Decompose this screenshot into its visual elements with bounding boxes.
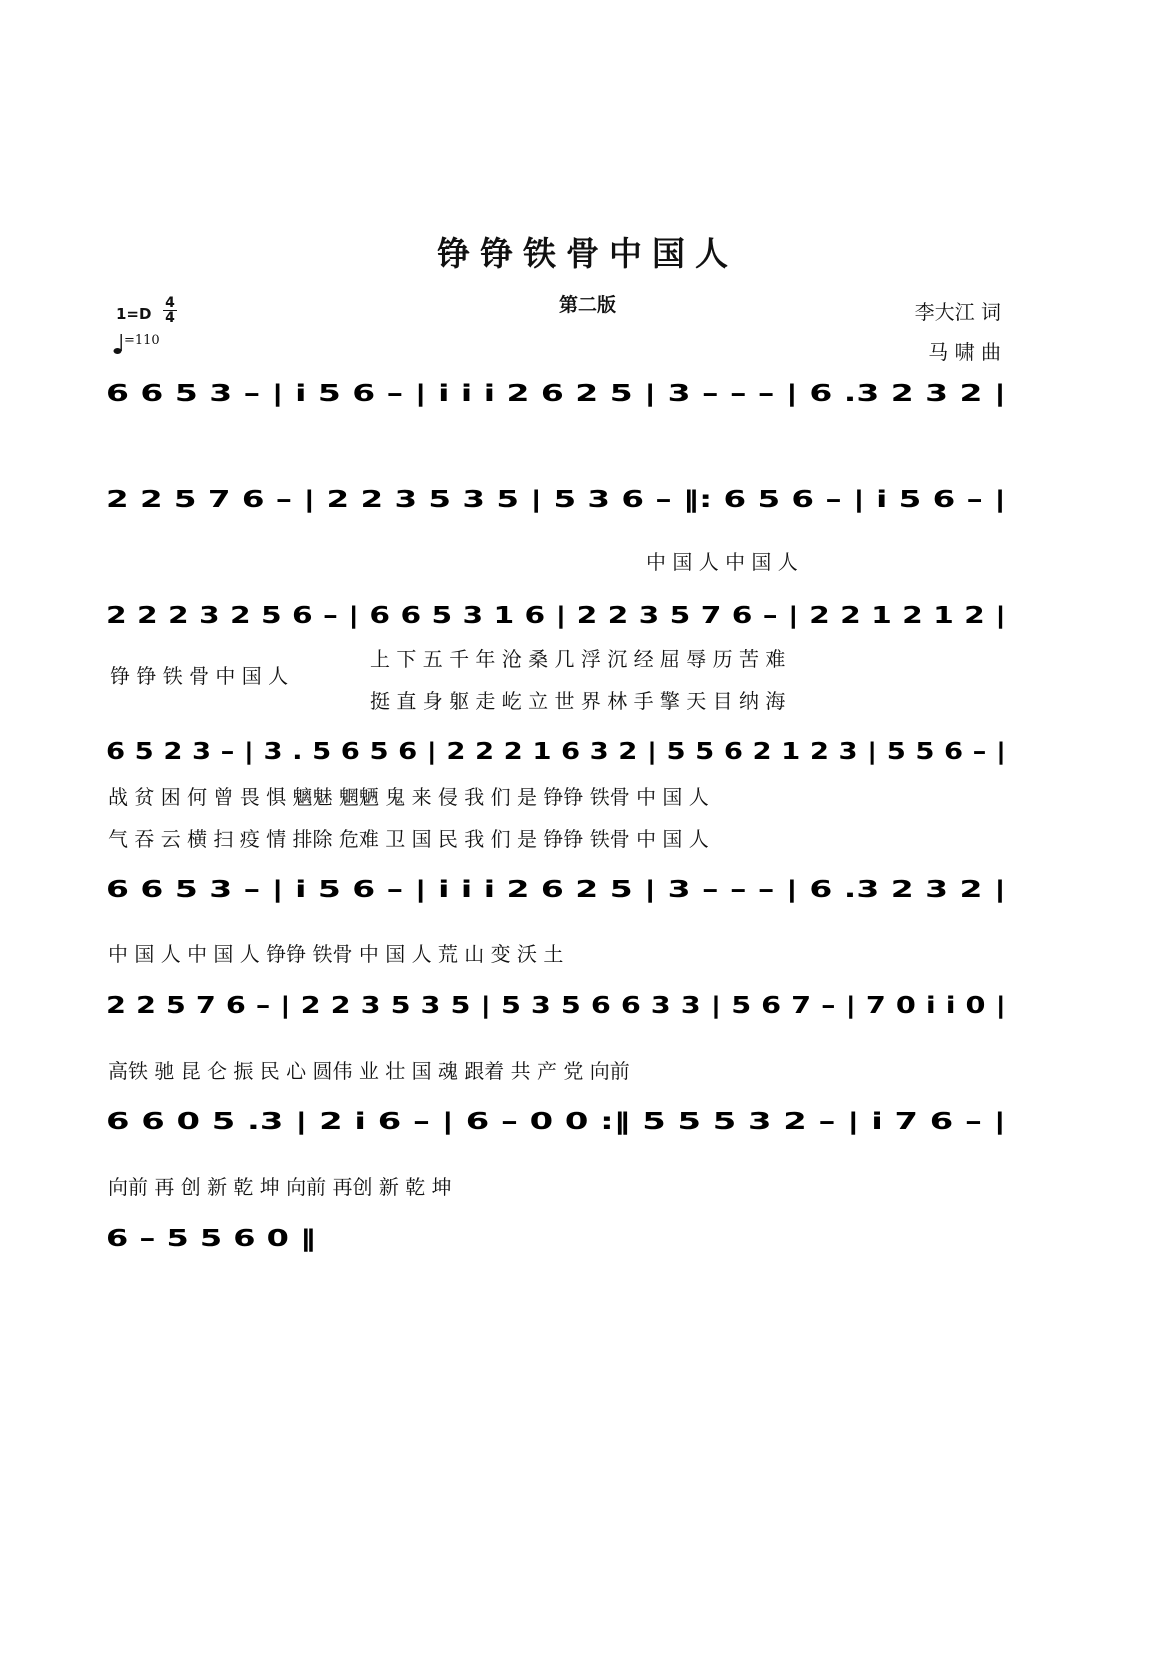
- key-signature: 1=D: [116, 305, 152, 323]
- notation-row: [106, 375, 1006, 419]
- notation-row: [106, 1220, 316, 1264]
- notation-row: [106, 597, 1006, 641]
- notation-text: 6 6 5 3 – | i 5 6 – | i i i 2 6 2 5 | 3 – – – | 6 .3 2 3 2 |: [106, 381, 1006, 407]
- tempo-marking: =110: [124, 333, 160, 348]
- notation-text: 6 6 5 3 – | i 5 6 – | i i i 2 6 2 5 | 3 – – – | 6 .3 2 3 2 |: [106, 877, 1006, 903]
- composer-credit: 马 啸 曲: [928, 340, 1001, 364]
- lyric-line: 向前 再 创 新 乾 坤 向前 再创 新 乾 坤: [108, 1175, 452, 1199]
- notation-row: [106, 1103, 1006, 1147]
- quarter-note-icon: [113, 333, 123, 355]
- lyric-line: 中 国 人 中 国 人: [646, 550, 798, 574]
- notation-text: 6 – 5 5 6 0 ‖: [106, 1226, 316, 1252]
- song-subtitle: 第二版: [558, 294, 616, 316]
- notation-text: 2 2 5 7 6 – | 2 2 3 5 3 5 | 5 3 5 6 6 3 3 | 5 6 7 – | 7 0 i i 0 |: [106, 993, 1006, 1019]
- lyric-line: 中 国 人 中 国 人 铮铮 铁骨 中 国 人 荒 山 变 沃 土: [108, 942, 564, 966]
- notation-row: [106, 987, 1006, 1031]
- lyricist-credit: 李大江 词: [914, 300, 1001, 324]
- time-signature-top: 4: [165, 295, 175, 311]
- song-title: 铮铮铁骨中国人: [437, 234, 738, 273]
- time-signature-bottom: 4: [165, 310, 175, 326]
- notation-text: 6 5 2 3 – | 3 . 5 6 5 6 | 2 2 2 1 6 3 2 | 5 5 6 2 1 2 3 | 5 5 6 – |: [106, 739, 1006, 765]
- lyric-line: 上 下 五 千 年 沧 桑 几 浮 沉 经 屈 辱 历 苦 难: [370, 647, 786, 671]
- lyric-line: 气 吞 云 横 扫 疫 情 排除 危难 卫 国 民 我 们 是 铮铮 铁骨 中 国 人: [108, 827, 709, 851]
- notation-text: 6 6 0 5 .3 | 2 i 6 – | 6 – 0 0 :‖ 5 5 5 3 2 – | i 7 6 – |: [106, 1109, 1006, 1135]
- notation-row: [106, 871, 1006, 915]
- notation-row: [106, 733, 1006, 777]
- notation-row: [106, 481, 1006, 525]
- time-signature: [162, 296, 178, 325]
- lyric-line: 高铁 驰 昆 仑 振 民 心 圆伟 业 壮 国 魂 跟着 共 产 党 向前: [108, 1059, 630, 1083]
- notation-text: 2 2 2 3 2 5 6 – | 6 6 5 3 1 6 | 2 2 3 5 7 6 – | 2 2 1 2 1 2 |: [106, 603, 1006, 629]
- lyric-line: 挺 直 身 躯 走 屹 立 世 界 林 手 擎 天 目 纳 海: [370, 689, 786, 713]
- notation-text: 2 2 5 7 6 – | 2 2 3 5 3 5 | 5 3 6 – ‖: 6 5 6 – | i 5 6 – |: [106, 487, 1006, 513]
- lyric-line: 铮 铮 铁 骨 中 国 人: [110, 664, 289, 688]
- lyric-line: 战 贫 困 何 曾 畏 惧 魑魅 魍魉 鬼 来 侵 我 们 是 铮铮 铁骨 中 国 人: [108, 785, 709, 809]
